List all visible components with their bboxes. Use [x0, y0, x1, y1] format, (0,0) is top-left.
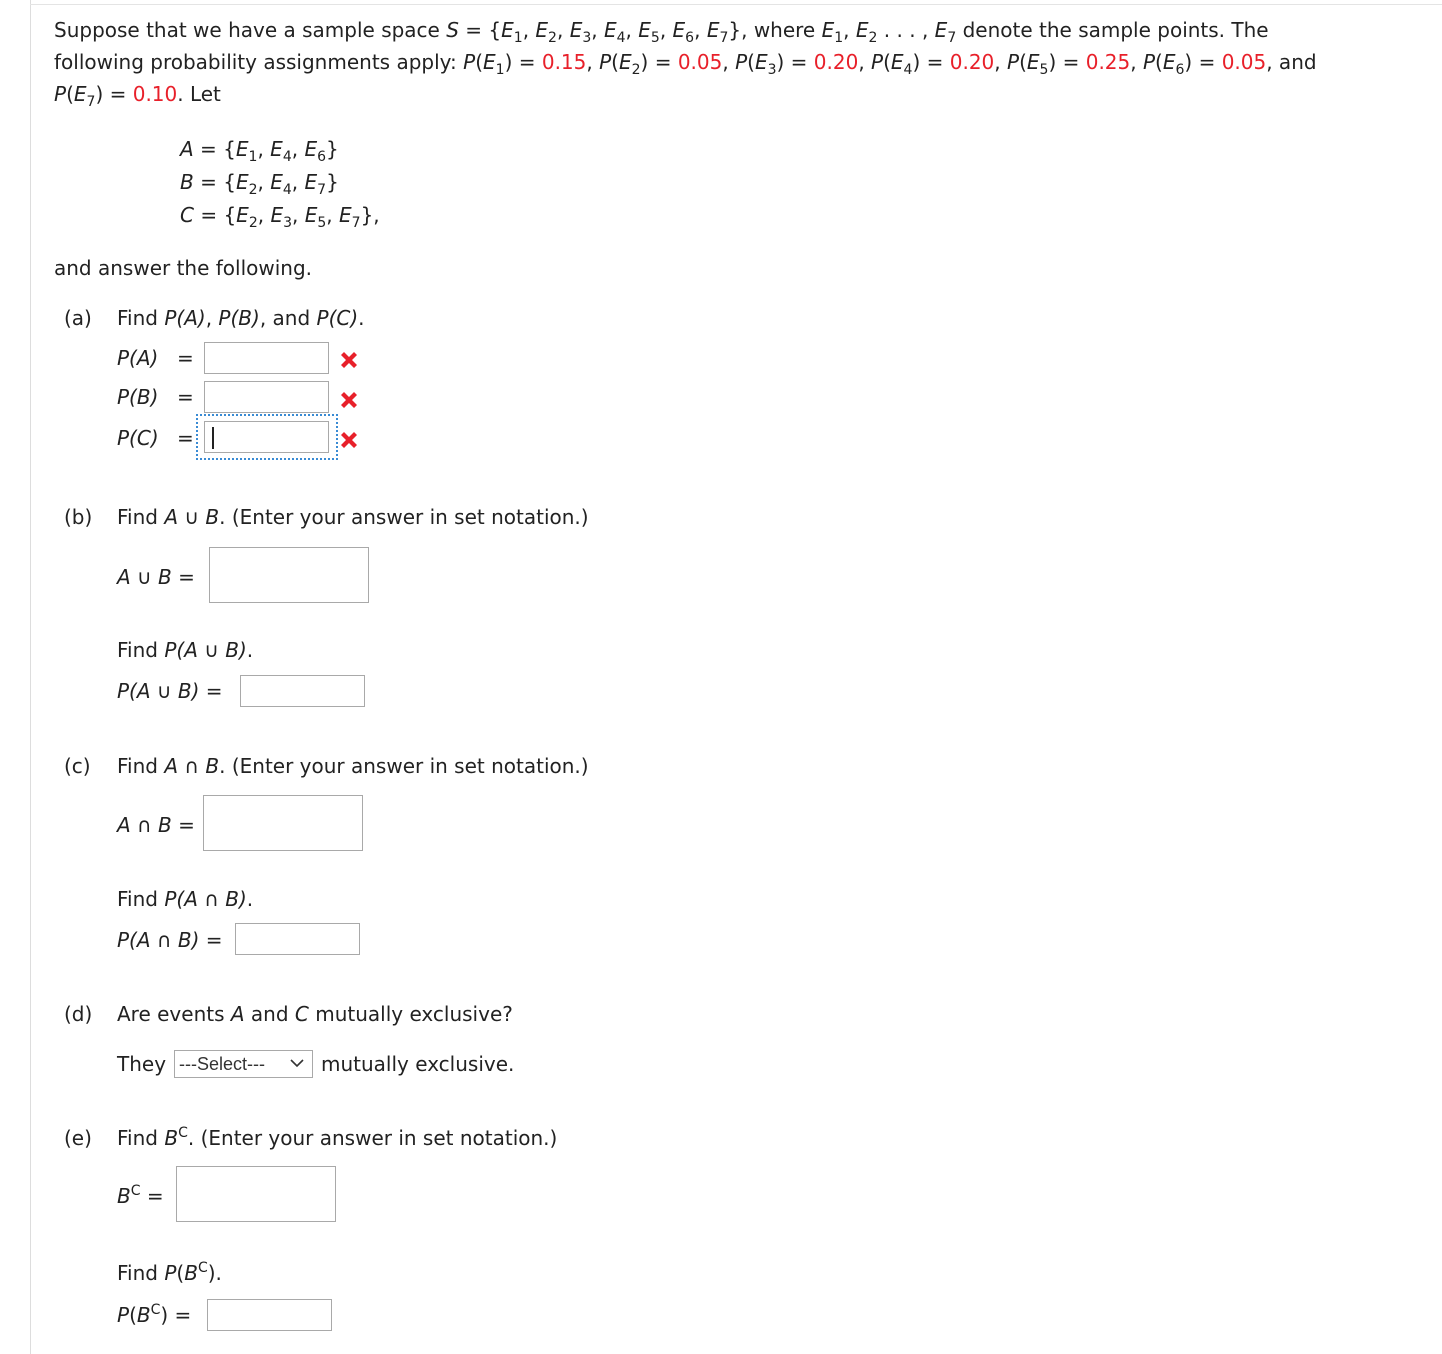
part-e-question: Find $B^C$. (Enter your answer in set notation.)	[117, 1125, 558, 1150]
complement-input[interactable]	[176, 1166, 336, 1222]
mutually-exclusive-text: mutually exclusive.	[321, 1052, 515, 1076]
intro-line-1: Suppose that we have a sample space $S = \{E_1$, $E_2$, $E_3$, $E_4$, $E_5$, $E_6$, $E_7$}, where $E_1$, $E_2$ . . . , $E_7$ denote the sample points. The	[54, 18, 1269, 46]
part-b-prob-question: Find P(A ∪ B).	[117, 638, 254, 662]
answer-following-text: and answer the following.	[54, 256, 313, 280]
incorrect-x-icon	[337, 428, 361, 452]
pa-input[interactable]	[204, 342, 329, 374]
p-intersection-label: P(A ∩ B) =	[117, 928, 223, 952]
p-union-label: P(A ∪ B) =	[117, 679, 223, 703]
incorrect-x-icon	[337, 388, 361, 412]
set-b-definition: $B = \{E_2$, $E_4$, $E_7$}	[180, 170, 339, 198]
p-union-input[interactable]	[240, 675, 365, 707]
part-d-question: Are events A and C mutually exclusive?	[117, 1002, 513, 1026]
p-complement-label: $P(B^C)$ =	[117, 1302, 192, 1327]
intro-line-3: $P(E_7) = 0.10$. Let	[54, 82, 221, 110]
pa-label: P(A)	[117, 346, 159, 370]
p-complement-input[interactable]	[207, 1299, 332, 1331]
intersection-label: A ∩ B =	[117, 813, 195, 837]
pb-label: P(B)	[117, 385, 159, 409]
part-c-question: Find A ∩ B. (Enter your answer in set notation.)	[117, 754, 589, 778]
pc-equals: =	[177, 426, 194, 450]
incorrect-x-icon	[337, 348, 361, 372]
union-input[interactable]	[209, 547, 369, 603]
part-b-label: (b)	[64, 505, 93, 529]
mutually-exclusive-select[interactable]	[174, 1050, 313, 1078]
set-a-definition: $A = \{E_1$, $E_4$, $E_6$}	[180, 137, 339, 165]
they-text: They	[117, 1052, 167, 1076]
part-c-prob-question: Find P(A ∩ B).	[117, 887, 254, 911]
pa-equals: =	[177, 346, 194, 370]
part-e-label: (e)	[64, 1126, 92, 1150]
top-border	[30, 4, 1442, 5]
pb-input[interactable]	[204, 381, 329, 413]
part-a-question: Find P(A), P(B), and P(C).	[117, 306, 365, 330]
part-d-label: (d)	[64, 1002, 93, 1026]
pb-equals: =	[177, 385, 194, 409]
left-border	[30, 0, 31, 1354]
part-a-label: (a)	[64, 306, 92, 330]
set-c-definition: $C = \{E_2$, $E_3$, $E_5$, $E_7$},	[180, 203, 380, 231]
part-b-question: Find A ∪ B. (Enter your answer in set notation.)	[117, 505, 589, 529]
intersection-input[interactable]	[203, 795, 363, 851]
part-e-prob-question: Find $P(B^C)$.	[117, 1260, 222, 1285]
pc-input[interactable]	[204, 421, 329, 453]
part-c-label: (c)	[64, 754, 91, 778]
complement-label: $B^C$ =	[117, 1183, 164, 1208]
union-label: A ∪ B =	[117, 565, 195, 589]
pc-label: P(C)	[117, 426, 159, 450]
p-intersection-input[interactable]	[235, 923, 360, 955]
text-caret	[212, 427, 214, 449]
intro-line-2: following probability assignments apply: $P(E_1) = 0.15$, $P(E_2) = 0.05$, $P(E_3) = 0.20$, $P(E_4) = 0.20$, $P(E_5) = 0.25$, $P(E_6) = 0.05$, and	[54, 50, 1317, 78]
